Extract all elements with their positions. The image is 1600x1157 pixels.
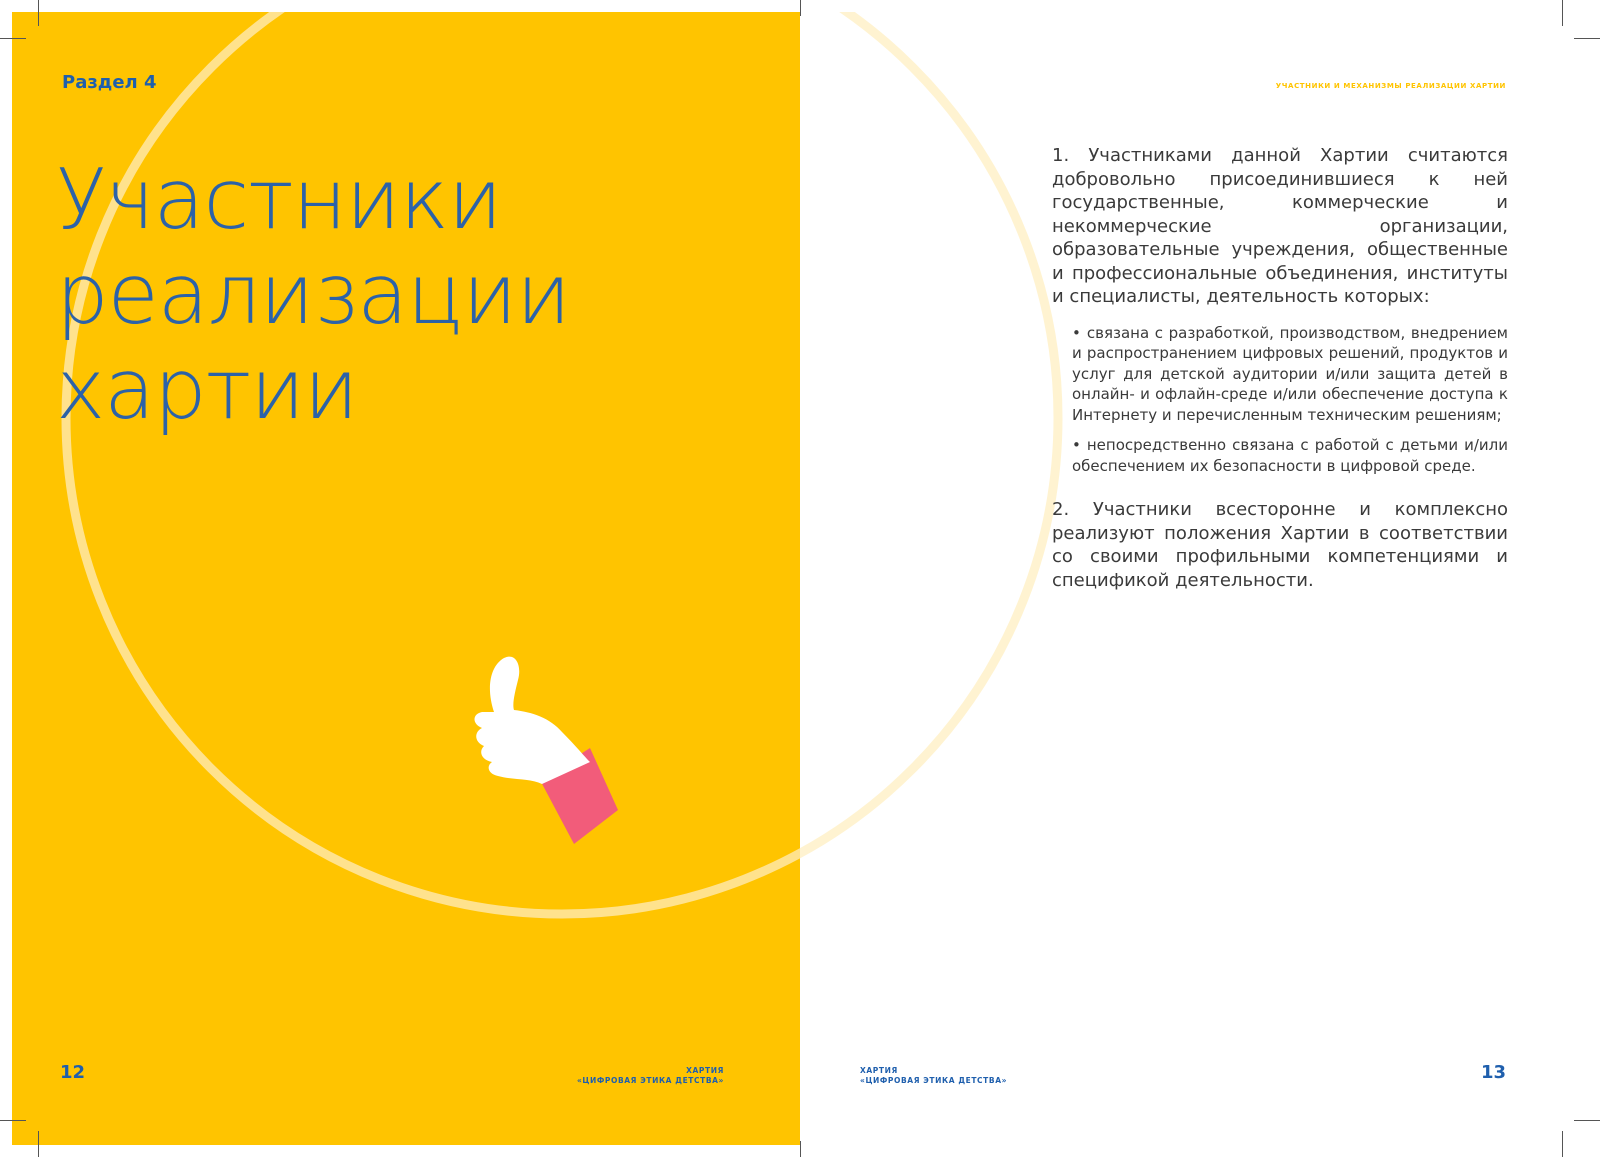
section-title (56, 152, 570, 437)
list-item (1072, 323, 1508, 426)
section-title-line-2: реализации (56, 246, 570, 343)
crop-mark (800, 0, 801, 16)
bullet-marker: • (1072, 323, 1081, 342)
footer-right (860, 1066, 1007, 1086)
list-item-text: непосредственно связана с работой с детьми и/или обеспечением их безопасности в цифровой среде. (1072, 436, 1508, 475)
crop-mark (1562, 1131, 1563, 1157)
footer-right-line-1: ХАРТИЯ (860, 1066, 898, 1075)
crop-mark (0, 1120, 26, 1121)
bullet-list (1052, 323, 1508, 477)
crop-mark (800, 1141, 801, 1157)
paragraph-1: 1. Участниками данной Хартии считаются добровольно присоединившиеся к ней государственные, коммерческие и некоммерческие организации, образовательные учреждения, общественные и профессиональные объединения, институты и специалисты, деятельность которых: (1052, 145, 1508, 307)
right-page (800, 12, 1588, 1145)
page-number-right: 13 (1480, 1062, 1506, 1083)
paragraph-2: 2. Участники всесторонне и комплексно реализуют положения Хартии в соответствии со своими профильными компетенциями и спецификой деятельности. (1052, 499, 1508, 591)
section-title-line-3: хартии (56, 341, 358, 438)
section-label: Раздел 4 (62, 72, 157, 93)
left-page (12, 12, 800, 1145)
crop-mark (38, 0, 39, 26)
body-text (1052, 144, 1508, 606)
crop-mark (1574, 1120, 1600, 1121)
crop-mark (1574, 38, 1600, 39)
bullet-marker: • (1072, 436, 1081, 454)
hand-shape (475, 657, 591, 784)
crop-mark (0, 38, 26, 39)
thumbs-up-hand-icon (442, 652, 642, 862)
footer-left (577, 1066, 724, 1086)
list-item (1072, 435, 1508, 476)
crop-mark (38, 1131, 39, 1157)
list-item-text: связана с разработкой, производством, внедрением и распространением цифровых решений, продуктов и услуг для детской аудитории и/или защита детей в онлайн- и офлайн-среде и/или обеспечение доступа к Интернету и перечисленным техническим решениям; (1072, 323, 1508, 424)
footer-right-line-2: «ЦИФРОВАЯ ЭТИКА ДЕТСТВА» (860, 1076, 1008, 1085)
running-head: УЧАСТНИКИ И МЕХАНИЗМЫ РЕАЛИЗАЦИИ ХАРТИИ (1275, 82, 1506, 90)
page-number-left: 12 (60, 1062, 86, 1083)
section-title-line-1: Участники (56, 151, 502, 248)
crop-mark (1562, 0, 1563, 26)
footer-left-line-2: «ЦИФРОВАЯ ЭТИКА ДЕТСТВА» (576, 1076, 724, 1085)
footer-left-line-1: ХАРТИЯ (686, 1066, 724, 1075)
